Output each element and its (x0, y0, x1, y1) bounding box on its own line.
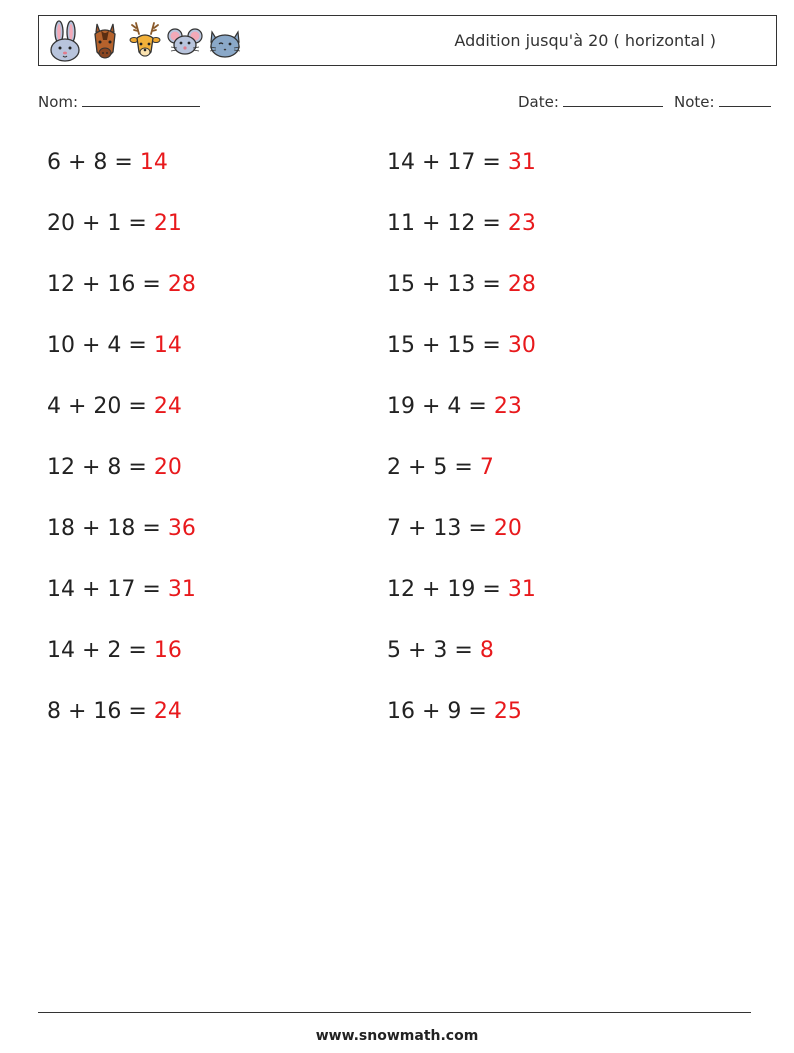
problem-answer: 8 (479, 638, 494, 663)
problem-question: 14 + 17 = (47, 577, 161, 602)
problem-question: 15 + 13 = (387, 272, 501, 297)
problem-question: 14 + 17 = (387, 150, 501, 175)
problem-item (47, 455, 182, 481)
problem-answer: 28 (167, 272, 196, 297)
problem-question: 12 + 16 = (47, 272, 161, 297)
problem-answer: 14 (153, 333, 182, 358)
problem-item (387, 455, 494, 481)
problem-answer: 31 (507, 577, 536, 602)
footer-divider (38, 1012, 751, 1013)
problem-answer: 21 (153, 211, 182, 236)
problem-answer: 23 (507, 211, 536, 236)
problem-item (47, 516, 196, 542)
problem-item (387, 150, 536, 176)
worksheet-title: Addition jusqu'à 20 ( horizontal ) (454, 31, 716, 50)
problem-item (387, 333, 536, 359)
problem-answer: 20 (153, 455, 182, 480)
name-blank (82, 92, 200, 107)
problem-answer: 36 (167, 516, 196, 541)
problem-question: 2 + 5 = (387, 455, 473, 480)
date-label: Date: (518, 93, 559, 111)
problem-item (387, 577, 536, 603)
problem-answer: 31 (507, 150, 536, 175)
rabbit-icon (47, 20, 83, 62)
problem-answer: 24 (153, 394, 182, 419)
problem-question: 7 + 13 = (387, 516, 487, 541)
grade-field (674, 92, 771, 111)
problem-item (47, 638, 182, 664)
animal-icons (47, 20, 243, 62)
problem-answer: 25 (493, 699, 522, 724)
problem-item (47, 211, 182, 237)
date-field (518, 92, 663, 111)
problem-item (387, 699, 522, 725)
grade-label: Note: (674, 93, 715, 111)
problem-item (47, 699, 182, 725)
footer-url[interactable]: www.snowmath.com (315, 1028, 479, 1044)
problem-answer: 31 (167, 577, 196, 602)
problem-question: 6 + 8 = (47, 150, 133, 175)
problem-answer: 30 (507, 333, 536, 358)
problem-answer: 20 (493, 516, 522, 541)
horse-icon (87, 20, 123, 62)
header-box (38, 15, 777, 66)
problem-item (387, 211, 536, 237)
problem-item (47, 150, 168, 176)
problem-question: 12 + 8 = (47, 455, 147, 480)
problem-question: 10 + 4 = (47, 333, 147, 358)
date-blank (563, 92, 663, 107)
problem-question: 11 + 12 = (387, 211, 501, 236)
problem-question: 20 + 1 = (47, 211, 147, 236)
mouse-icon (167, 20, 203, 62)
problem-answer: 7 (479, 455, 494, 480)
problem-question: 12 + 19 = (387, 577, 501, 602)
problem-answer: 28 (507, 272, 536, 297)
problem-question: 4 + 20 = (47, 394, 147, 419)
problem-question: 14 + 2 = (47, 638, 147, 663)
problem-item (47, 333, 182, 359)
name-field (38, 92, 200, 111)
cat-icon (207, 20, 243, 62)
problem-item (387, 516, 522, 542)
grade-blank (719, 92, 771, 107)
problem-question: 15 + 15 = (387, 333, 501, 358)
name-label: Nom: (38, 93, 79, 111)
problem-item (47, 272, 196, 298)
problem-answer: 23 (493, 394, 522, 419)
problem-question: 5 + 3 = (387, 638, 473, 663)
problem-item (387, 394, 522, 420)
problem-item (47, 394, 182, 420)
deer-icon (127, 20, 163, 62)
problem-answer: 24 (153, 699, 182, 724)
problem-question: 18 + 18 = (47, 516, 161, 541)
problem-item (387, 272, 536, 298)
problem-question: 8 + 16 = (47, 699, 147, 724)
problem-question: 19 + 4 = (387, 394, 487, 419)
problem-answer: 16 (153, 638, 182, 663)
problem-answer: 14 (139, 150, 168, 175)
problem-question: 16 + 9 = (387, 699, 487, 724)
problem-item (47, 577, 196, 603)
problem-item (387, 638, 494, 664)
